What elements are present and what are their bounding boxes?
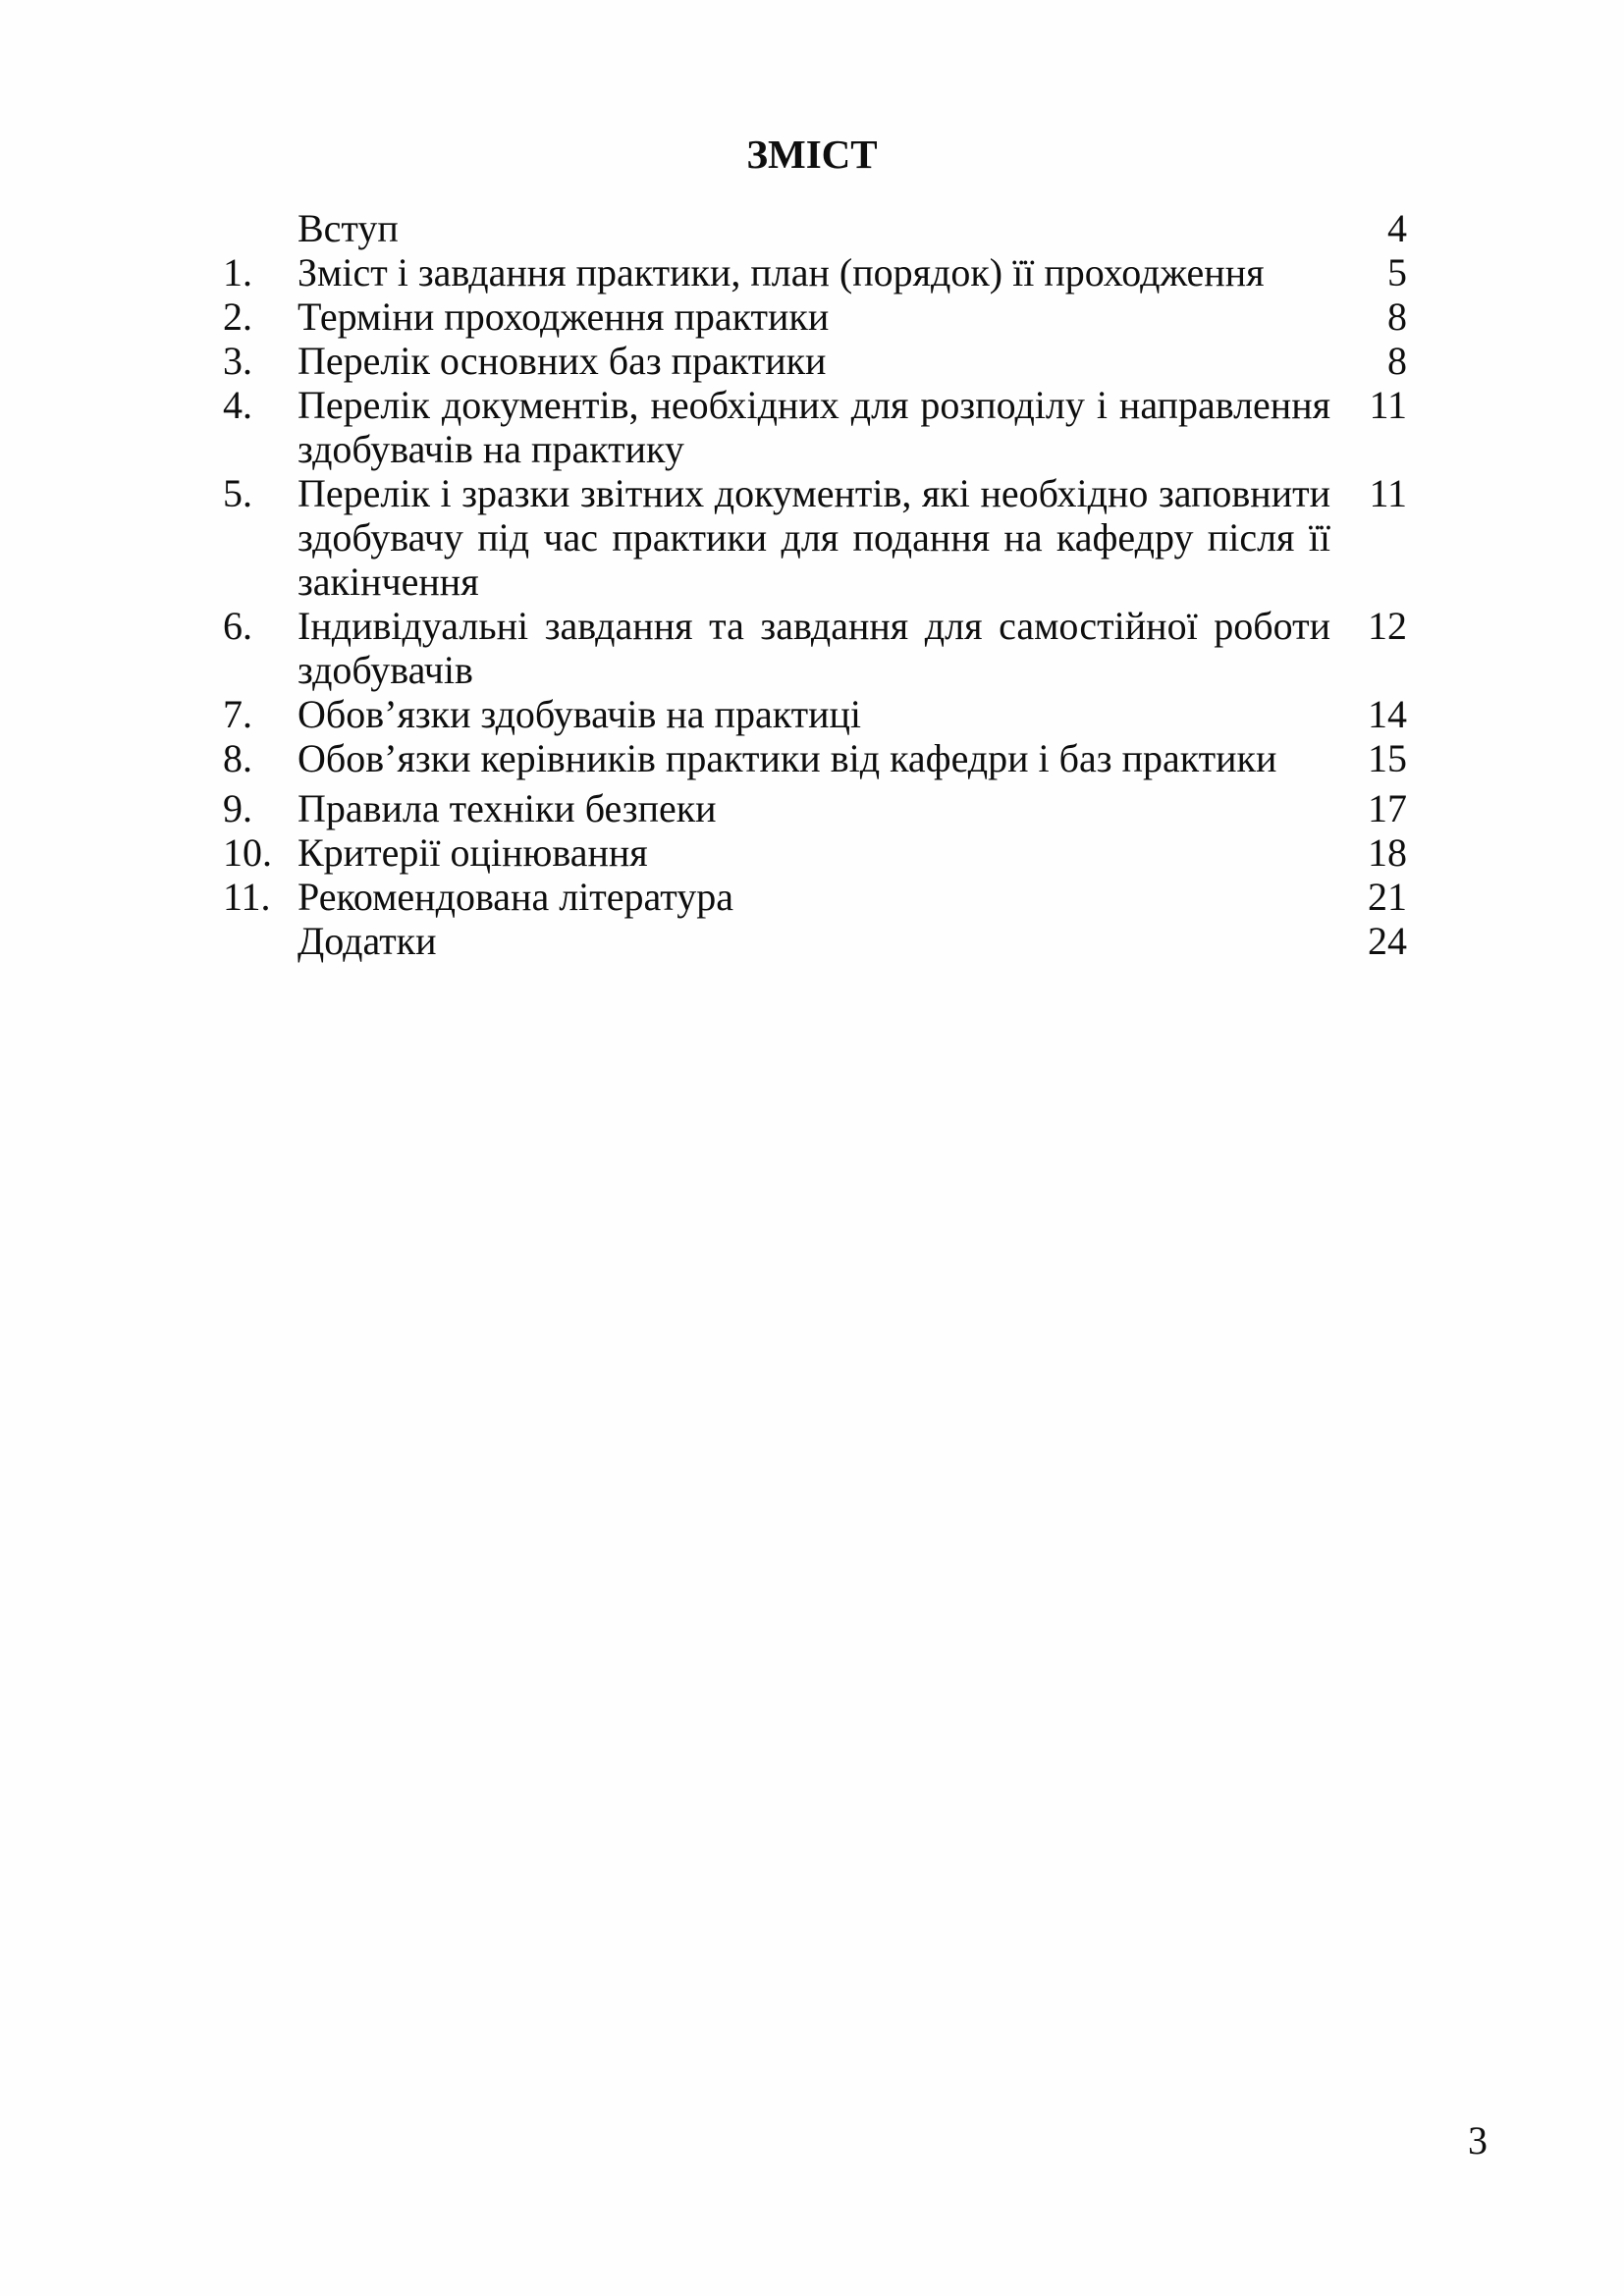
toc-item <box>223 471 1407 604</box>
toc-item-line: Терміни проходження практики <box>298 294 830 339</box>
folio-page-number: 3 <box>1468 2118 1488 2163</box>
toc-item-line: Обов’язки здобувачів на практиці <box>298 692 862 736</box>
toc-item <box>223 830 1407 875</box>
toc-item-text <box>298 383 1330 471</box>
toc-item <box>223 692 1407 736</box>
toc-item-line: Критерії оцінювання <box>298 830 648 875</box>
toc-item <box>223 875 1407 919</box>
toc-item-line: Перелік документів, необхідних для розподілу і направлення <box>298 383 1330 427</box>
toc-item-text <box>298 294 1330 339</box>
toc-item-text <box>298 339 1330 383</box>
toc-item-page: 4 <box>1387 206 1407 250</box>
toc-item <box>223 919 1407 963</box>
toc-item-page: 15 <box>1368 736 1407 780</box>
toc-item <box>223 736 1407 780</box>
toc-item-text <box>298 830 1330 875</box>
toc-item-line: закінчення <box>298 560 479 604</box>
toc-item-number: 8. <box>223 736 252 780</box>
toc-item-text <box>298 875 1330 919</box>
toc-item-line: Перелік і зразки звітних документів, які необхідно заповнити <box>298 471 1330 515</box>
toc-item-text <box>298 736 1330 780</box>
page-title: ЗМІСТ <box>746 132 878 177</box>
toc-item-number: 3. <box>223 339 252 383</box>
toc-item-number: 11. <box>223 875 271 919</box>
toc-item-text <box>298 604 1330 692</box>
toc-item-page: 18 <box>1368 830 1407 875</box>
toc-item-line: Додатки <box>298 919 437 963</box>
toc-item <box>223 250 1407 294</box>
table-of-contents <box>223 206 1407 963</box>
toc-item-page: 17 <box>1368 786 1407 830</box>
toc-item-number: 1. <box>223 250 252 294</box>
toc-item <box>223 339 1407 383</box>
toc-item <box>223 786 1407 830</box>
toc-item <box>223 604 1407 692</box>
toc-item-line: Індивідуальні завдання та завдання для самостійної роботи <box>298 604 1330 648</box>
toc-item-line: здобувачу під час практики для подання на кафедру після її <box>298 515 1330 560</box>
toc-item <box>223 383 1407 471</box>
toc-item-page: 5 <box>1387 250 1407 294</box>
toc-item-text <box>298 919 1330 963</box>
toc-item-line: Перелік основних баз практики <box>298 339 827 383</box>
toc-item-page: 12 <box>1368 604 1407 648</box>
toc-item-text <box>298 471 1330 604</box>
toc-item-page: 14 <box>1368 692 1407 736</box>
toc-item-page: 8 <box>1387 339 1407 383</box>
toc-item-line: Обов’язки керівників практики від кафедри і баз практики <box>298 736 1277 780</box>
toc-item-number: 9. <box>223 786 252 830</box>
toc-item-page: 21 <box>1368 875 1407 919</box>
toc-item-line: Вступ <box>298 206 399 250</box>
toc-item-text <box>298 692 1330 736</box>
toc-item-number: 6. <box>223 604 252 648</box>
toc-item-number: 5. <box>223 471 252 515</box>
toc-item-number: 4. <box>223 383 252 427</box>
toc-item-number: 7. <box>223 692 252 736</box>
toc-item-line: здобувачів на практику <box>298 427 684 471</box>
toc-item-page: 8 <box>1387 294 1407 339</box>
toc-item-page: 24 <box>1368 919 1407 963</box>
toc-item-line: здобувачів <box>298 648 473 692</box>
toc-item-number: 2. <box>223 294 252 339</box>
toc-item-text <box>298 250 1330 294</box>
toc-item-line: Правила техніки безпеки <box>298 786 717 830</box>
toc-item-page: 11 <box>1369 383 1407 427</box>
toc-item-text <box>298 786 1330 830</box>
toc-item-number: 10. <box>223 830 272 875</box>
toc-item <box>223 206 1407 250</box>
toc-item-line: Зміст і завдання практики, план (порядок) її проходження <box>298 250 1265 294</box>
toc-item-line: Рекомендована література <box>298 875 733 919</box>
toc-item <box>223 294 1407 339</box>
toc-item-text <box>298 206 1330 250</box>
toc-item-page: 11 <box>1369 471 1407 515</box>
